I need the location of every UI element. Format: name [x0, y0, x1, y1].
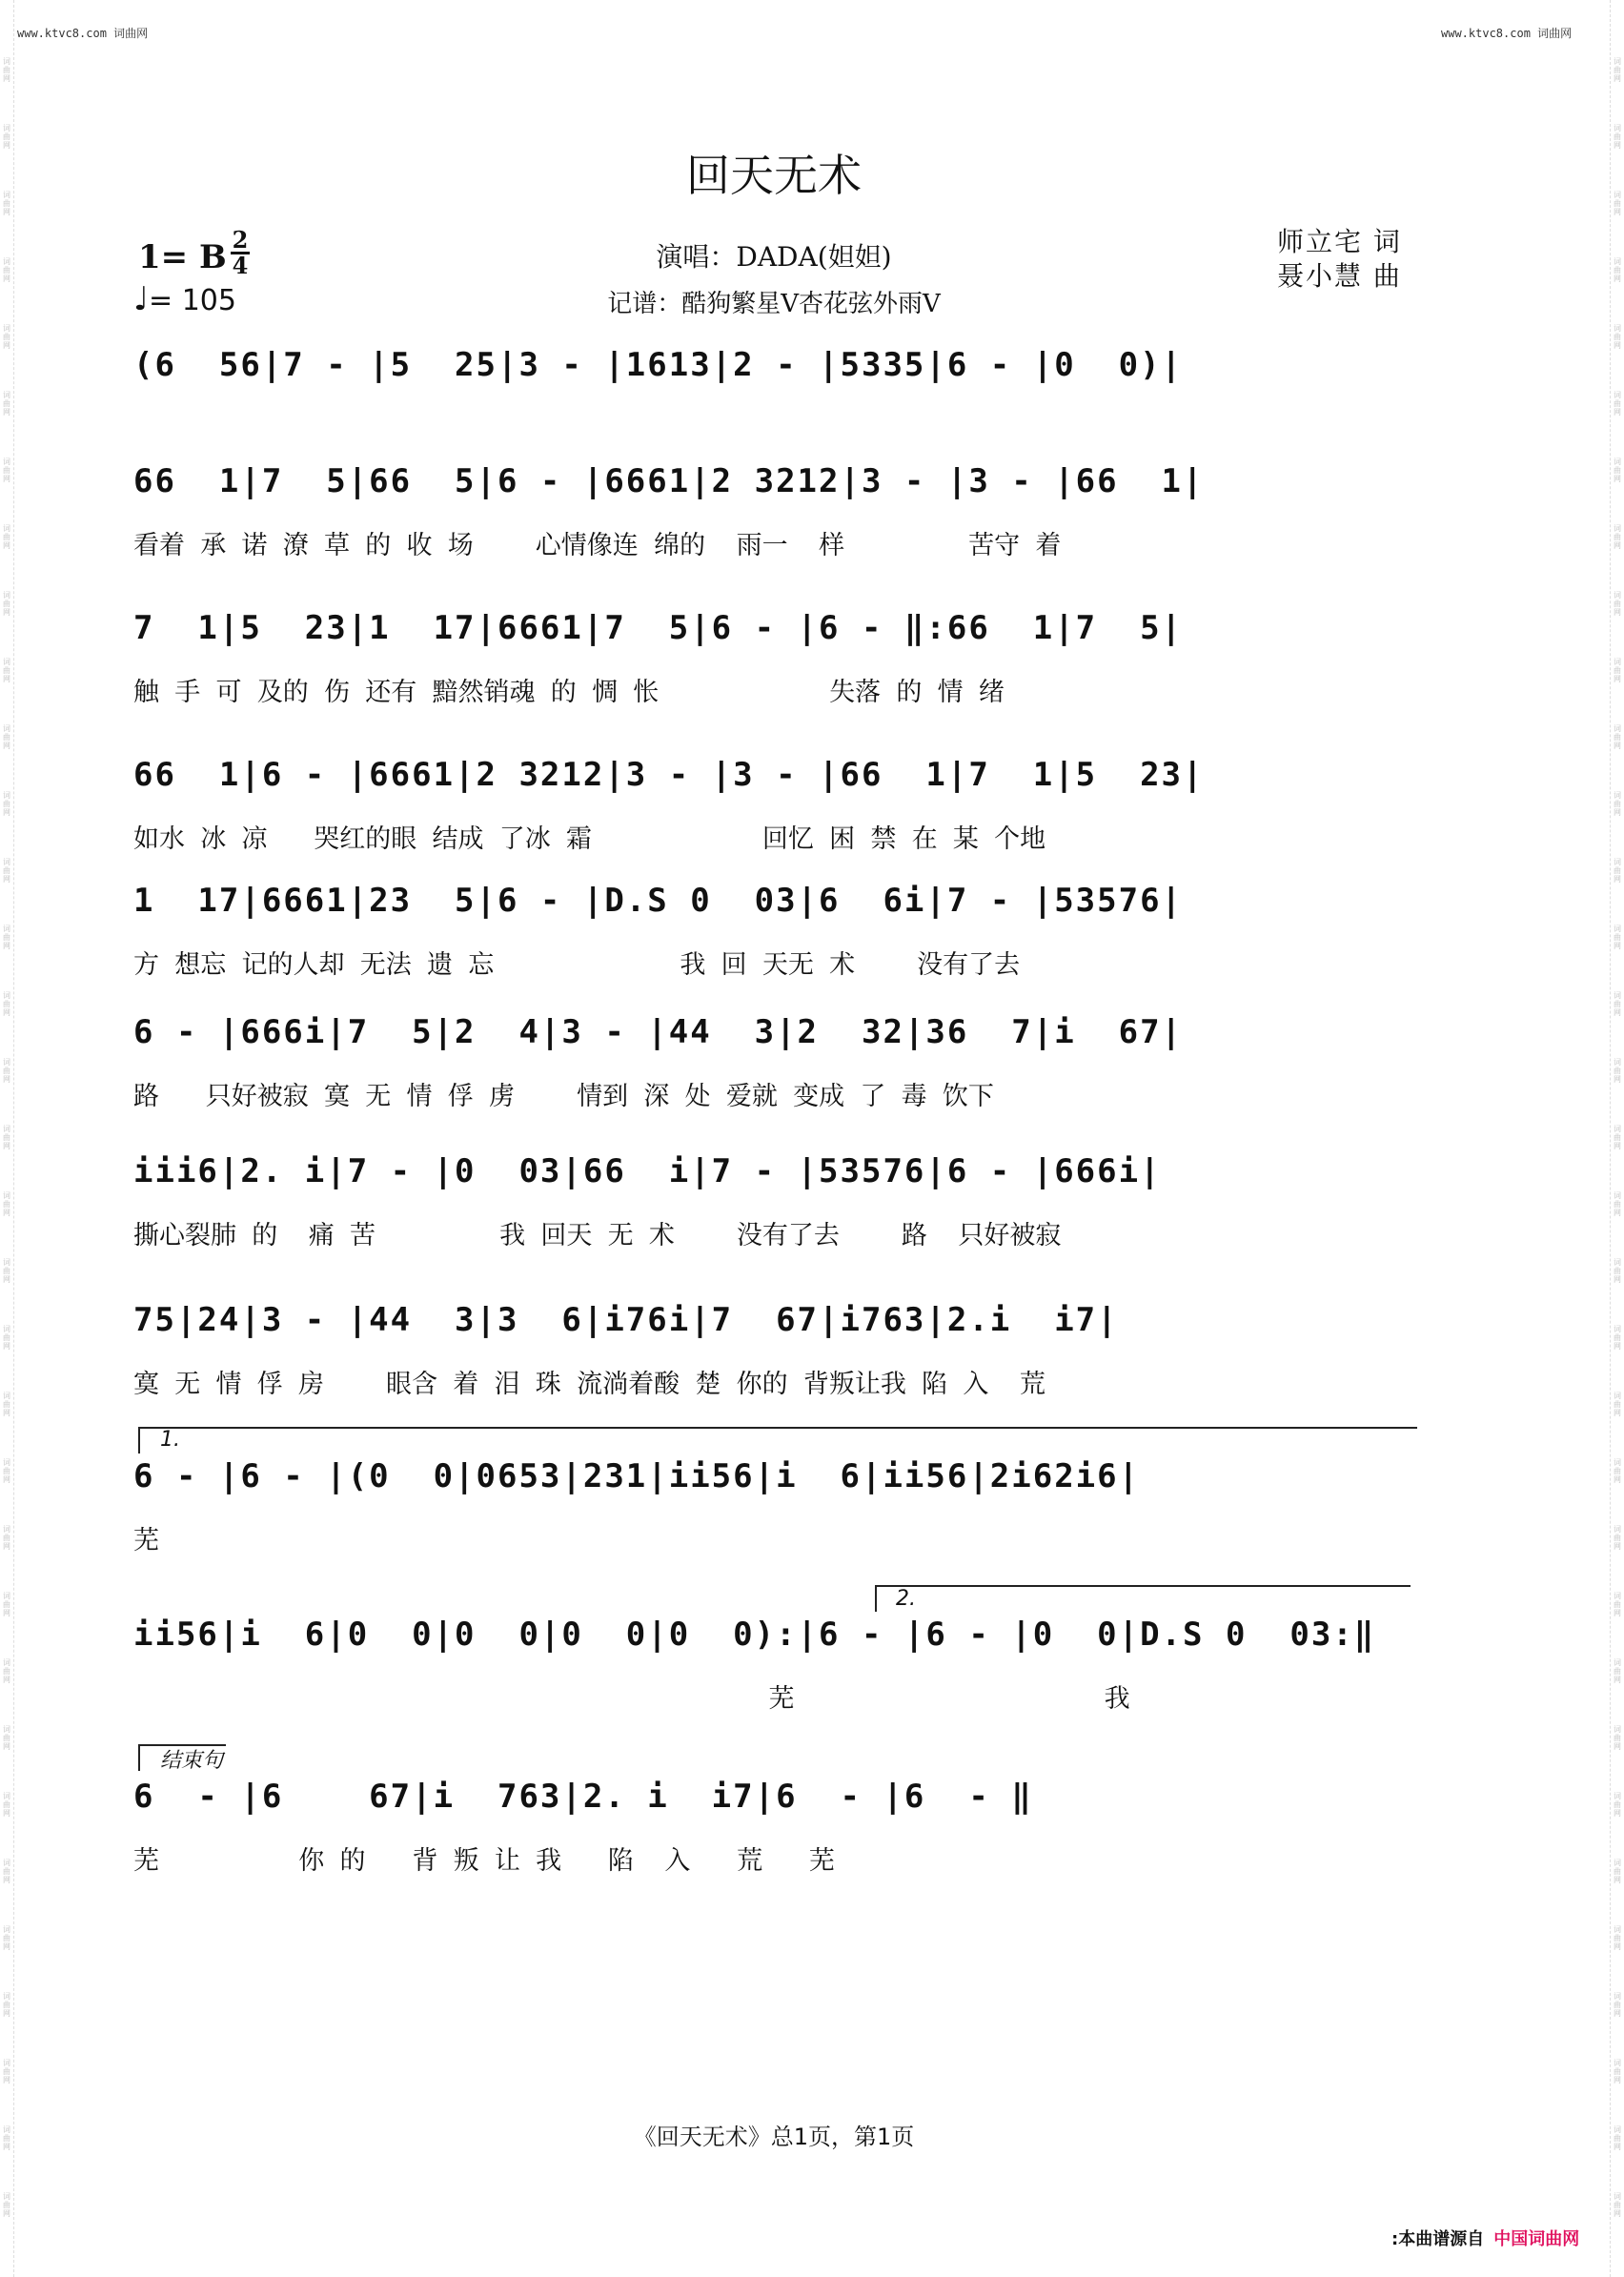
side-watermark-mark: 词曲网	[3, 1392, 10, 1417]
side-watermark-mark: 词曲网	[1614, 1458, 1621, 1484]
left-margin-strip	[0, 0, 14, 2277]
side-watermark-mark: 词曲网	[1614, 2125, 1621, 2151]
side-watermark-mark: 词曲网	[1614, 524, 1621, 550]
lyric-line: 路 只好被寂 寞 无 情 俘 虏 情到 深 处 爱就 变成 了 毒 饮下	[133, 1082, 994, 1111]
notation-line: 1 17|6661|23 5|6 - |D.S 0 03|6 6i|7 - |53576|	[133, 882, 1184, 920]
side-watermark-mark: 词曲网	[1614, 724, 1621, 750]
side-watermark-mark: 词曲网	[3, 1058, 10, 1084]
side-watermark-mark: 词曲网	[1614, 57, 1621, 83]
side-watermark-mark: 词曲网	[3, 1859, 10, 1884]
side-watermark-mark: 词曲网	[3, 1191, 10, 1217]
notation-line: 6 - |6 - |(0 0|0653|231|ii56|i 6|ii56|2i62i6|	[133, 1457, 1141, 1495]
lyric-line: 如水 冰 凉 哭红的眼 结成 了冰 霜 回忆 困 禁 在 某 个地	[133, 824, 1046, 854]
side-watermark-mark: 词曲网	[1614, 791, 1621, 817]
time-signature-top: 2	[232, 226, 249, 254]
side-watermark-mark: 词曲网	[3, 1458, 10, 1484]
side-watermark-mark: 词曲网	[3, 1258, 10, 1284]
side-watermark-mark: 词曲网	[1614, 1725, 1621, 1751]
side-watermark-mark: 词曲网	[3, 257, 10, 283]
side-watermark-mark: 词曲网	[3, 1525, 10, 1551]
quarter-note-icon: ♩	[133, 280, 150, 318]
side-watermark-mark: 词曲网	[3, 858, 10, 884]
volta-bracket-1	[138, 1427, 1417, 1454]
side-watermark-mark: 词曲网	[3, 925, 10, 950]
side-watermark-mark: 词曲网	[3, 2059, 10, 2084]
side-watermark-mark: 词曲网	[1614, 257, 1621, 283]
side-watermark-mark: 词曲网	[3, 457, 10, 483]
lyric-line: 芜 我	[133, 1684, 1130, 1714]
notation-line: (6 56|7 - |5 25|3 - |1613|2 - |5335|6 - |0 0)|	[133, 346, 1184, 384]
side-watermark-mark: 词曲网	[3, 2125, 10, 2151]
side-watermark-mark: 词曲网	[3, 991, 10, 1017]
side-watermark-mark: 词曲网	[3, 1592, 10, 1617]
lyric-line: 芜	[133, 1526, 159, 1555]
notation-line: 6 - |6 67|i 763|2. i i7|6 - |6 - ‖	[133, 1778, 1033, 1816]
side-watermark-mark: 词曲网	[1614, 591, 1621, 617]
side-watermark-mark: 词曲网	[1614, 1325, 1621, 1351]
coda-label: 结束句	[160, 1749, 224, 1773]
side-watermark-mark: 词曲网	[1614, 1859, 1621, 1884]
watermark-left: www.ktvc8.com 词曲网	[17, 27, 149, 40]
side-watermark-mark: 词曲网	[3, 57, 10, 83]
lyric-line: 看着 承 诺 潦 草 的 收 场 心情像连 绵的 雨一 样 苦守 着	[133, 531, 1062, 560]
side-watermark-mark: 词曲网	[3, 1792, 10, 1818]
singer-credit: 演唱：DADA(妲妲)	[656, 241, 892, 273]
side-watermark-mark: 词曲网	[3, 524, 10, 550]
side-watermark-mark: 词曲网	[3, 658, 10, 683]
side-watermark-mark: 词曲网	[1614, 1925, 1621, 1951]
side-watermark-mark: 词曲网	[1614, 1191, 1621, 1217]
side-watermark-mark: 词曲网	[1614, 1258, 1621, 1284]
side-watermark-mark: 词曲网	[1614, 1992, 1621, 2018]
side-watermark-mark: 词曲网	[1614, 1525, 1621, 1551]
side-watermark-mark: 词曲网	[3, 1925, 10, 1951]
side-watermark-mark: 词曲网	[1614, 324, 1621, 350]
volta-2-label: 2.	[896, 1587, 916, 1611]
side-watermark-mark: 词曲网	[1614, 1125, 1621, 1150]
tempo-value: = 105	[149, 284, 236, 317]
side-watermark-mark: 词曲网	[1614, 925, 1621, 950]
source-brand-link[interactable]: 中国词曲网	[1493, 2229, 1580, 2249]
side-watermark-mark: 词曲网	[1614, 391, 1621, 417]
notation-line: 75|24|3 - |44 3|3 6|i76i|7 67|i763|2.i i7|	[133, 1301, 1119, 1339]
side-watermark-mark: 词曲网	[3, 391, 10, 417]
side-watermark-mark: 词曲网	[1614, 858, 1621, 884]
side-watermark-mark: 词曲网	[3, 324, 10, 350]
composer-credit: 聂小慧 曲	[1277, 260, 1402, 292]
side-watermark-mark: 词曲网	[1614, 1058, 1621, 1084]
side-watermark-mark: 词曲网	[3, 724, 10, 750]
side-watermark-mark: 词曲网	[3, 1725, 10, 1751]
key-signature: 1= B	[138, 238, 227, 276]
song-title: 回天无术	[686, 150, 862, 201]
right-margin-strip	[1610, 0, 1624, 2277]
side-watermark-mark: 词曲网	[3, 191, 10, 216]
side-watermark-mark: 词曲网	[1614, 1392, 1621, 1417]
notation-line: 66 1|6 - |6661|2 3212|3 - |3 - |66 1|7 1|5 23|	[133, 756, 1205, 794]
lyric-line: 撕心裂肺 的 痛 苦 我 回天 无 术 没有了去 路 只好被寂	[133, 1221, 1062, 1250]
side-watermark-mark: 词曲网	[1614, 1592, 1621, 1617]
source-attribution	[1391, 2226, 1579, 2250]
side-watermark-mark: 词曲网	[1614, 1792, 1621, 1818]
notation-line: 66 1|7 5|66 5|6 - |6661|2 3212|3 - |3 - |66 1|	[133, 462, 1205, 500]
side-watermark-mark: 词曲网	[3, 124, 10, 150]
notation-line: ii56|i 6|0 0|0 0|0 0|0 0):|6 - |6 - |0 0|D.S 0 03:‖	[133, 1616, 1376, 1654]
lyric-line: 方 想忘 记的人却 无法 遗 忘 我 回 天无 术 没有了去	[133, 950, 1021, 980]
side-watermark-mark: 词曲网	[1614, 2192, 1621, 2218]
transcriber-credit: 记谱：酷狗繁星V杏花弦外雨V	[607, 290, 941, 318]
volta-1-label: 1.	[160, 1428, 180, 1452]
side-watermark-mark: 词曲网	[1614, 658, 1621, 683]
side-watermark-mark: 词曲网	[1614, 1658, 1621, 1684]
side-watermark-mark: 词曲网	[1614, 124, 1621, 150]
lyric-line: 触 手 可 及的 伤 还有 黯然销魂 的 惆 怅 失落 的 情 绪	[133, 678, 1005, 707]
side-watermark-mark: 词曲网	[3, 1658, 10, 1684]
side-watermark-mark: 词曲网	[3, 791, 10, 817]
lyric-line: 寞 无 情 俘 房 眼含 着 泪 珠 流淌着酸 楚 你的 背叛让我 陷 入 荒	[133, 1370, 1045, 1399]
notation-line: 6 - |666i|7 5|2 4|3 - |44 3|2 32|36 7|i 67|	[133, 1013, 1184, 1051]
volta-bracket-2	[875, 1585, 1411, 1612]
page-footer: 《回天无术》总1页，第1页	[633, 2124, 915, 2150]
side-watermark-mark: 词曲网	[1614, 457, 1621, 483]
side-watermark-mark: 词曲网	[1614, 991, 1621, 1017]
source-label: :本曲谱源自	[1391, 2229, 1485, 2249]
watermark-right: www.ktvc8.com 词曲网	[1441, 27, 1573, 40]
side-watermark-mark: 词曲网	[3, 1325, 10, 1351]
side-watermark-mark: 词曲网	[3, 1992, 10, 2018]
side-watermark-mark: 词曲网	[3, 1125, 10, 1150]
notation-line: iii6|2. i|7 - |0 03|66 i|7 - |53576|6 - |666i|	[133, 1152, 1162, 1190]
notation-line: 7 1|5 23|1 17|6661|7 5|6 - |6 - ‖:66 1|7 5|	[133, 609, 1184, 647]
lyric-line: 芜 你 的 背 叛 让 我 陷 入 荒 芜	[133, 1846, 835, 1876]
lyricist-credit: 师立宅 词	[1277, 226, 1402, 257]
time-signature-bottom: 4	[232, 252, 249, 279]
side-watermark-mark: 词曲网	[3, 591, 10, 617]
side-watermark-mark: 词曲网	[1614, 2059, 1621, 2084]
side-watermark-mark: 词曲网	[1614, 191, 1621, 216]
side-watermark-mark: 词曲网	[3, 2192, 10, 2218]
